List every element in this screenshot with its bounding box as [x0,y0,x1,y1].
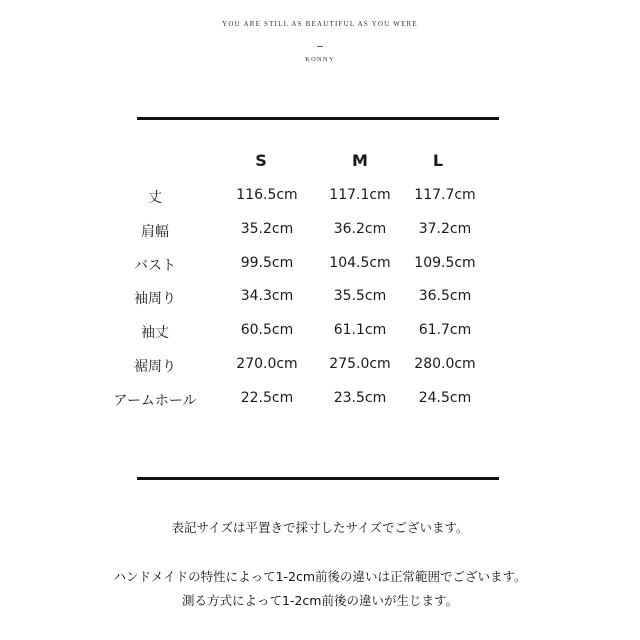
value-m: 61.1cm [333,322,387,338]
divider-dash [317,46,323,47]
value-s: 35.2cm [240,221,294,237]
table-row [0,356,640,376]
value-l: 37.2cm [418,221,472,237]
row-label: アームホール [113,393,197,409]
size-header-l: L [432,151,444,170]
table-row [0,187,640,207]
table-row [0,288,640,308]
value-m: 104.5cm [329,255,391,271]
value-l: 36.5cm [418,288,472,304]
row-label: バスト [134,258,176,274]
row-label: 袖周り [134,291,176,307]
value-l: 280.0cm [414,356,476,372]
table-row [0,221,640,241]
brand-name: KONNY [305,56,335,63]
value-s: 270.0cm [236,356,298,372]
value-s: 34.3cm [240,288,294,304]
value-m: 275.0cm [329,356,391,372]
table-row [0,255,640,275]
top-rule [137,117,499,120]
bottom-rule [137,477,499,480]
note-measurement: 表記サイズは平置きで採寸したサイズでございます。 [171,520,469,535]
value-m: 36.2cm [333,221,387,237]
value-l: 61.7cm [418,322,472,338]
row-label: 丈 [148,190,162,206]
row-label: 袖丈 [141,325,169,341]
value-m: 35.5cm [333,288,387,304]
row-label: 肩幅 [141,224,169,240]
note-method: 測る方式によって1-2cm前後の違いが生じます。 [182,593,458,608]
table-row [0,322,640,342]
tagline: YOU ARE STILL AS BEAUTIFUL AS YOU WERE [222,20,418,28]
value-s: 116.5cm [236,187,298,203]
value-s: 22.5cm [240,390,294,406]
value-m: 23.5cm [333,390,387,406]
value-l: 24.5cm [418,390,472,406]
size-header-s: S [255,151,267,170]
row-label: 裾周り [134,359,176,375]
table-row [0,390,640,410]
value-s: 60.5cm [240,322,294,338]
note-handmade: ハンドメイドの特性によって1-2cm前後の違いは正常範囲でございます。 [113,569,527,584]
size-header-m: M [352,151,368,170]
value-l: 109.5cm [414,255,476,271]
value-l: 117.7cm [414,187,476,203]
value-s: 99.5cm [240,255,294,271]
value-m: 117.1cm [329,187,391,203]
